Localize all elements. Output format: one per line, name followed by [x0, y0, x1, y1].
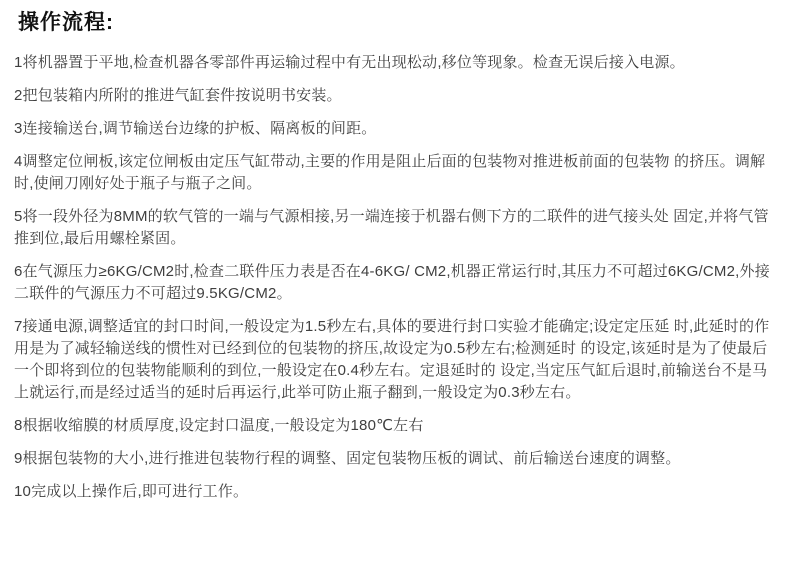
- step-9: 9根据包装物的大小,进行推进包装物行程的调整、固定包装物压板的调试、前后输送台速度的调整。: [14, 450, 681, 467]
- step-8: 8根据收缩膜的材质厚度,设定封口温度,一般设定为180℃左右: [14, 417, 424, 434]
- step-10: 10完成以上操作后,即可进行工作。: [14, 483, 249, 500]
- step-7: 7接通电源,调整适宜的封口时间,一般设定为1.5秒左右,具体的要进行封口实验才能确定;设定定压延 时,此延时的作用是为了减轻输送线的惯性对已经到位的包装物的挤压,故设定为0.5秒左右;检测延时 的设定,该延时是为了使最后一个即将到位的包装物能顺利的到位,一般设定在0.4秒左右。定退延时的 设定,当定压气缸后退时,前输送台不是马上就运行,而是经过适当的延时后再运行,此举可防止瓶子翻到,一般设定为0.3秒左右。: [14, 318, 770, 401]
- step-2: 2把包装箱内所附的推进气缸套件按说明书安装。: [14, 87, 342, 104]
- step-3: 3连接输送台,调节输送台边缘的护板、隔离板的间距。: [14, 120, 377, 137]
- page-title: 操作流程:: [18, 11, 114, 34]
- step-4: 4调整定位闸板,该定位闸板由定压气缸带动,主要的作用是阻止后面的包装物对推进板前面的包装物 的挤压。调解时,使闸刀刚好处于瓶子与瓶子之间。: [14, 153, 766, 192]
- step-5: 5将一段外径为8MM的软气管的一端与气源相接,另一端连接于机器右侧下方的二联件的进气接头处 固定,并将气管推到位,最后用螺栓紧固。: [14, 208, 769, 247]
- step-1: 1将机器置于平地,检查机器各零部件再运输过程中有无出现松动,移位等现象。检查无误后接入电源。: [14, 54, 685, 71]
- step-6: 6在气源压力≥6KG/CM2时,检查二联件压力表是否在4-6KG/ CM2,机器正常运行时,其压力不可超过6KG/CM2,外接二联件的气源压力不可超过9.5KG/CM2。: [14, 263, 770, 302]
